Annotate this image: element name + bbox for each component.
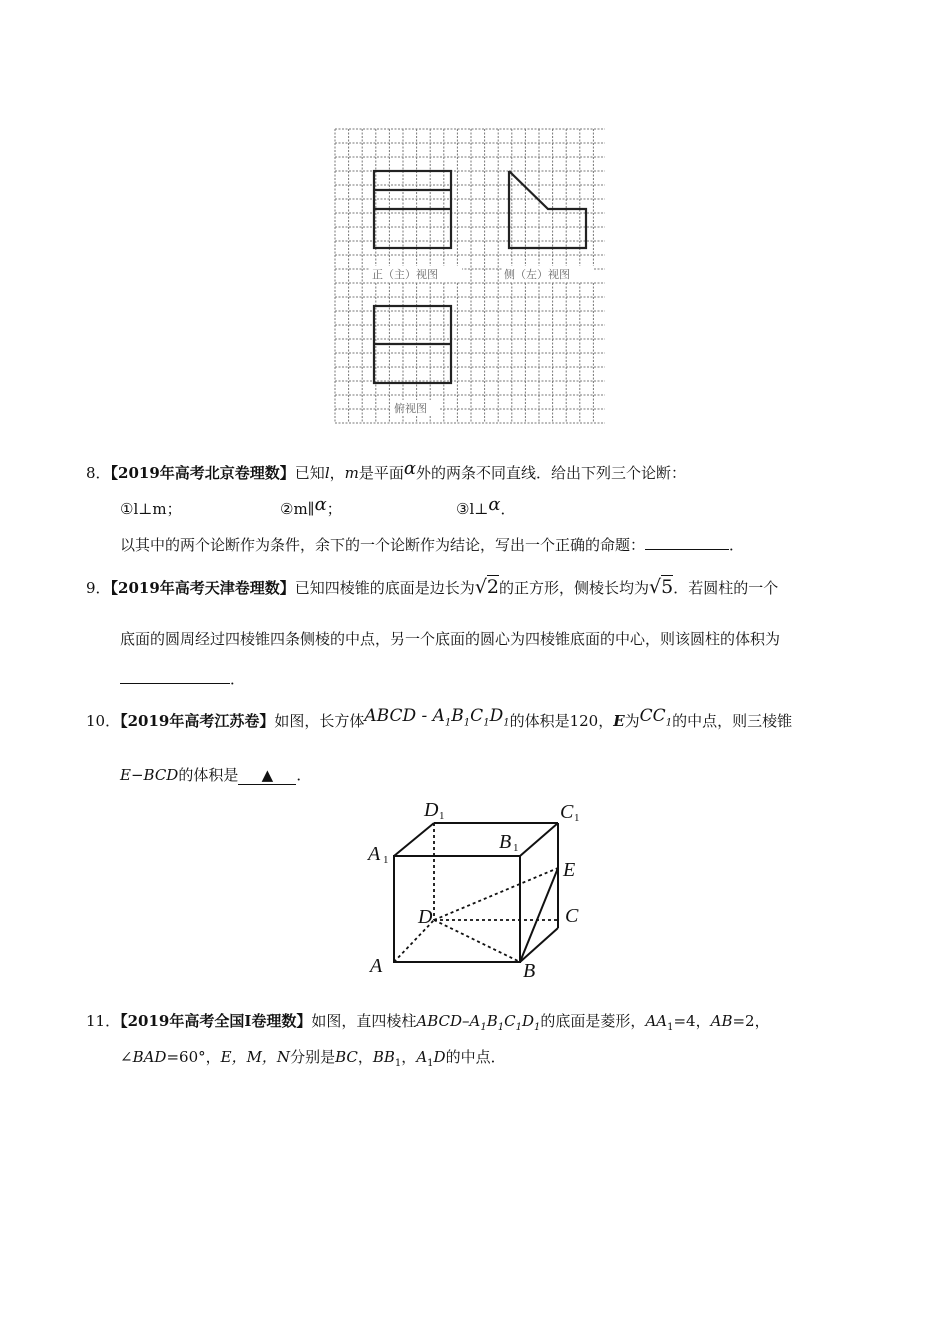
three-view-figure: [334, 128, 606, 424]
svg-text:D: D: [424, 799, 439, 821]
svg-text:C: C: [565, 905, 579, 927]
question-10-line2: E−BCD的体积是 ▲ ．: [120, 766, 312, 784]
question-8-line1: 8．【2019年高考北京卷理数】已知l，m是平面α外的两条不同直线．给出下列三个论断：: [86, 458, 687, 482]
front-view-label: 正（主）视图: [372, 268, 438, 281]
q9-answer-blank[interactable]: [120, 669, 230, 684]
question-10-line1: 10．【2019年高考江苏卷】如图，长方体ABCD - $A_1B_1C_1D_1$的体积是120，E为$CC_1$的中点，则三棱锥: [86, 706, 793, 730]
svg-text:A: A: [368, 843, 381, 865]
question-8-line2: 以其中的两个论断作为条件，余下的一个论断作为结论，写出一个正确的命题： ．: [120, 536, 745, 554]
svg-text:D: D: [418, 906, 433, 928]
q8-answer-blank[interactable]: [645, 535, 729, 550]
question-9-line2: 底面的圆周经过四棱锥四条侧棱的中点，另一个底面的圆心为四棱锥底面的中心，则该圆柱的体积为: [120, 630, 781, 648]
svg-text:1: 1: [439, 810, 445, 822]
question-9-line3: ．: [120, 668, 245, 689]
q8-option-2: ②m∥α；: [280, 494, 342, 518]
question-11-line1: 11．【2019年高考全国Ⅰ卷理数】如图，直四棱柱ABCD–$A_1B_1C_1D_1$的底面是菱形，$AA_1=4$，AB=2，: [86, 1012, 770, 1033]
svg-text:B: B: [523, 960, 536, 982]
side-view-shape: [509, 171, 586, 248]
question-9-line1: 9．【2019年高考天津卷理数】已知四棱锥的底面是边长为√2的正方形，侧棱长均为√5．若圆柱的一个: [86, 576, 779, 598]
q8-option-1: ①l⊥m；: [120, 500, 182, 518]
q10-answer-blank[interactable]: ▲: [238, 766, 296, 785]
svg-text:1: 1: [574, 812, 580, 824]
svg-text:B: B: [499, 831, 512, 853]
svg-text:E: E: [563, 859, 576, 881]
svg-text:1: 1: [383, 854, 389, 866]
cuboid-figure: [362, 796, 592, 982]
svg-text:C: C: [560, 801, 574, 823]
svg-text:A: A: [370, 955, 383, 977]
top-view-label: 俯视图: [394, 402, 427, 415]
question-11-line2: ∠BAD=60°，E，M，N分别是BC，$BB_1$，$A_1D$的中点．: [120, 1048, 506, 1069]
side-view-label: 侧（左）视图: [504, 268, 570, 281]
svg-text:1: 1: [513, 842, 519, 854]
q8-option-3: ③l⊥α．: [456, 494, 516, 518]
